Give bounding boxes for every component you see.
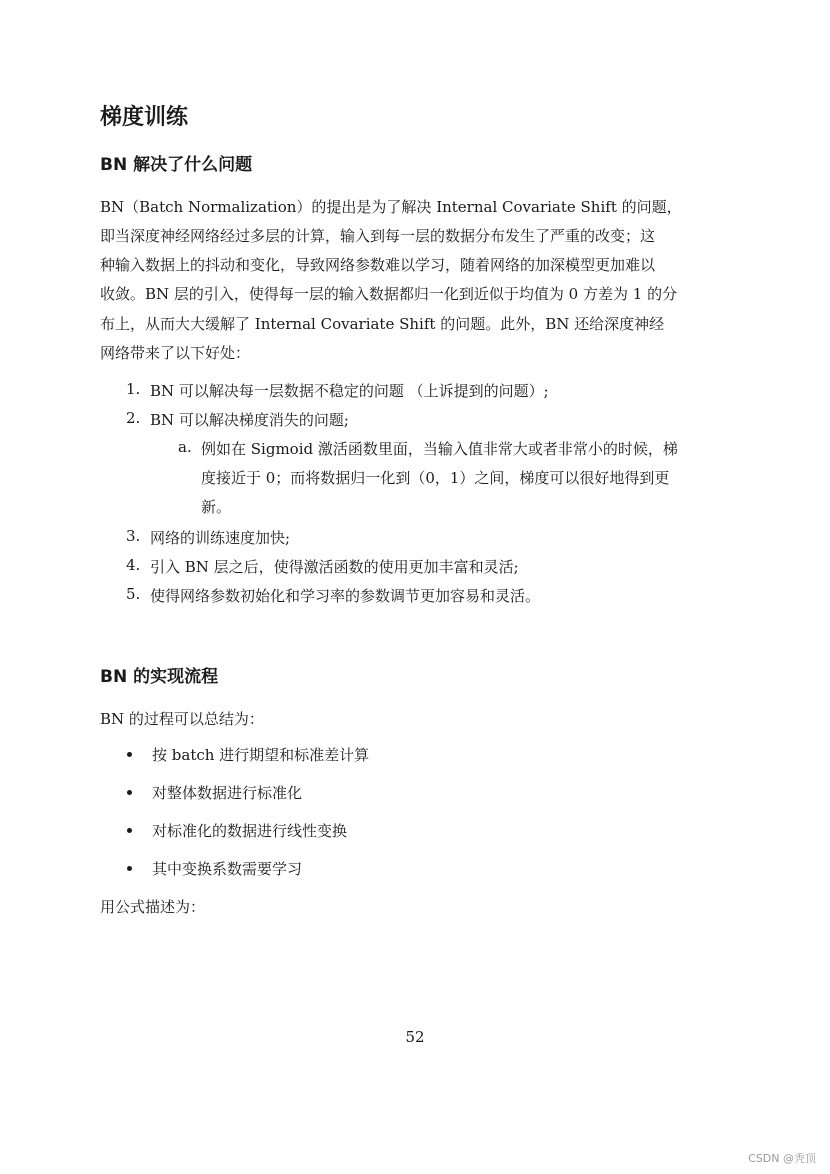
paragraph-line: 即当深度神经网络经过多层的计算，输入到每一层的数据分布发生了严重的改变；这: [100, 227, 656, 245]
bullet-icon: [127, 828, 132, 833]
section-heading-bn-flow: BN 的实现流程: [100, 667, 219, 687]
list-item: BN 可以解决每一层数据不稳定的问题 （上诉提到的问题）;: [150, 382, 549, 400]
bullet-item: 其中变换系数需要学习: [152, 860, 303, 878]
section2-outro: 用公式描述为：: [100, 898, 206, 916]
list-marker: 3.: [126, 527, 141, 545]
sublist-marker: a.: [178, 438, 192, 456]
page-title: 梯度训练: [100, 105, 189, 130]
page-number: 52: [405, 1028, 425, 1046]
section-heading-bn-problem: BN 解决了什么问题: [100, 155, 253, 175]
bullet-icon: [127, 790, 132, 795]
watermark: CSDN @秃顶: [748, 1152, 816, 1165]
list-item: 网络的训练速度加快;: [150, 529, 291, 547]
paragraph-line: 网络带来了以下好处：: [100, 344, 251, 362]
paragraph-line: BN（Batch Normalization）的提出是为了解决 Internal Covariate Shift 的问题，: [100, 198, 682, 216]
sublist-line: 例如在 Sigmoid 激活函数里面，当输入值非常大或者非常小的时候，梯: [201, 440, 678, 458]
list-marker: 2.: [126, 409, 141, 427]
sublist-line: 新。: [201, 498, 232, 516]
bullet-icon: [127, 866, 132, 871]
paragraph-line: 种输入数据上的抖动和变化，导致网络参数难以学习，随着网络的加深模型更加难以: [100, 256, 656, 274]
paragraph-line: 收敛。BN 层的引入，使得每一层的输入数据都归一化到近似于均值为 0 方差为 1 的分: [100, 285, 678, 303]
list-item: 引入 BN 层之后，使得激活函数的使用更加丰富和灵活;: [150, 558, 519, 576]
bullet-item: 按 batch 进行期望和标准差计算: [152, 746, 370, 764]
bullet-icon: [127, 752, 132, 757]
bullet-item: 对整体数据进行标准化: [152, 784, 303, 802]
list-item: 使得网络参数初始化和学习率的参数调节更加容易和灵活。: [150, 587, 541, 605]
list-marker: 1.: [126, 380, 141, 398]
bullet-item: 对标准化的数据进行线性变换: [152, 822, 348, 840]
sublist-line: 度接近于 0；而将数据归一化到（0，1）之间，梯度可以很好地得到更: [201, 469, 670, 487]
paragraph-line: 布上，从而大大缓解了 Internal Covariate Shift 的问题。此外，BN 还给深度神经: [100, 315, 665, 333]
list-marker: 4.: [126, 556, 141, 574]
section2-intro: BN 的过程可以总结为：: [100, 710, 264, 728]
list-marker: 5.: [126, 585, 141, 603]
list-item: BN 可以解决梯度消失的问题;: [150, 411, 349, 429]
